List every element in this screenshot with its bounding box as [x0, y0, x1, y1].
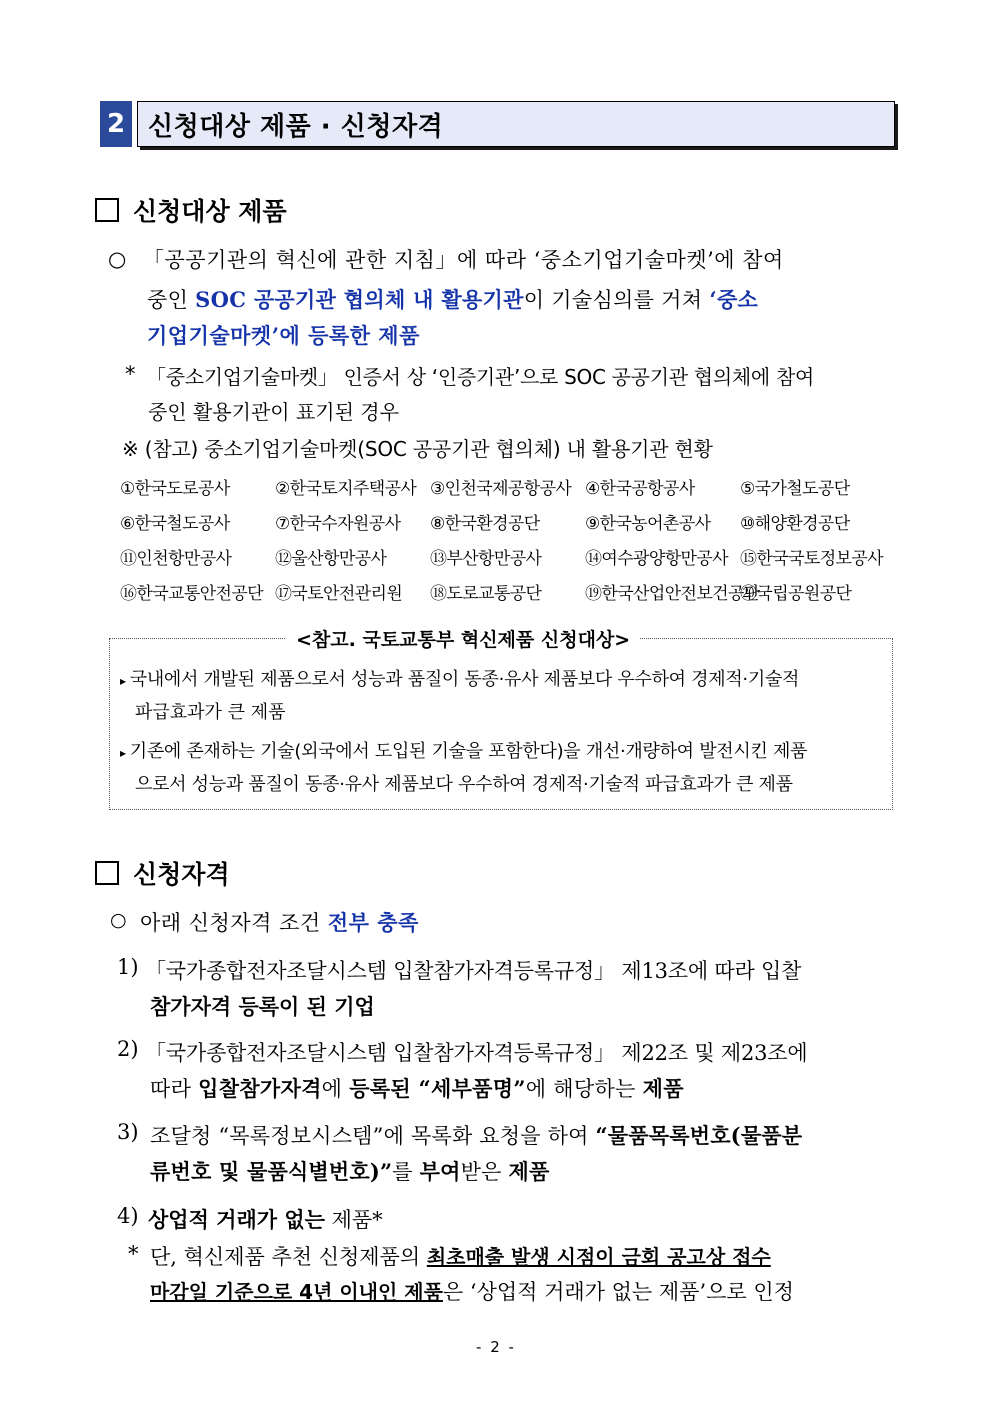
- products-highlight-2: ‘중소: [709, 287, 759, 312]
- org-item: ⑲한국산업안전보건공단: [585, 584, 760, 604]
- org-item: ⑥한국철도공사: [120, 514, 230, 534]
- section-title: 신청대상 제품 · 신청자격: [148, 112, 444, 142]
- products-line-2c: 이 기술심의를 거쳐: [523, 288, 710, 312]
- q2-text-e: 에 해당하는: [525, 1077, 643, 1101]
- qualification-bullet: ○: [110, 909, 127, 931]
- q3-text-g: 제품: [508, 1159, 550, 1184]
- reference-item-2-line-2: 으로서 성능과 품질이 동종·유사 제품보다 우수하여 경제적·기술적 파급효과가 큰 제품: [135, 774, 793, 795]
- products-heading: [95, 192, 287, 228]
- checkbox-square-icon: [95, 198, 119, 222]
- reference-item-2-line-1: 기존에 존재하는 기술(외국에서 도입된 기술을 포함한다)을 개선·개량하여 발전시킨 제품: [129, 741, 808, 762]
- products-line-2: [147, 284, 758, 314]
- page-number: - 2 -: [476, 1338, 516, 1356]
- checkbox-square-icon: [95, 861, 119, 885]
- q3-text-b: “물품목록번호(물품분: [595, 1123, 803, 1148]
- org-item: ④한국공항공사: [585, 479, 695, 499]
- org-list: [120, 474, 910, 604]
- q2-text-f: 제품: [642, 1076, 684, 1101]
- qualification-heading: [95, 855, 230, 891]
- qualification-item-1-line-1: 「국가종합전자조달시스템 입찰참가자격등록규정」 제13조에 따라 입찰: [145, 959, 802, 983]
- org-item: ⑳국립공원공단: [740, 584, 852, 604]
- qualification-item-3-number: 3): [117, 1120, 139, 1144]
- reference-item-1-line-2: 파급효과가 큰 제품: [135, 702, 286, 723]
- qualification-intro-text: 아래 신청자격 조건: [140, 911, 328, 935]
- triangle-bullet-icon: ▸: [120, 746, 126, 760]
- note-text-d: 은 ‘상업적 거래가 없는 제품’으로 인정: [442, 1280, 794, 1304]
- qualification-note-line-2: [150, 1276, 794, 1306]
- products-note-mark: *: [125, 362, 136, 386]
- org-item: ⑫울산항만공사: [275, 549, 387, 569]
- org-item: ②한국토지주택공사: [275, 479, 417, 499]
- note-text-b: 최초매출 발생 시점이 금회 공고상 접수: [426, 1245, 771, 1269]
- org-item: ⑱도로교통공단: [430, 584, 542, 604]
- products-line-2a: 중인: [147, 288, 196, 312]
- org-item: ⑨한국농어촌공사: [585, 514, 711, 534]
- qualification-item-1-line-2: 참가자격 등록이 된 기업: [150, 994, 375, 1019]
- q3-text-f: 받은: [460, 1160, 509, 1184]
- qualification-intro-highlight: 전부 충족: [327, 910, 419, 935]
- q2-text-a: 따라: [150, 1077, 199, 1101]
- reference-item-2: [120, 737, 807, 763]
- org-item: ⑬부산항만공사: [430, 549, 542, 569]
- products-note-line-2: 중인 활용기관이 표기된 경우: [148, 400, 399, 424]
- note-text-a: 단, 혁신제품 추천 신청제품의: [150, 1245, 427, 1269]
- org-item: ①한국도로공사: [120, 479, 230, 499]
- products-line-3: 기업기술마켓’에 등록한 제품: [147, 323, 420, 348]
- products-bullet: ○: [108, 247, 127, 271]
- q2-text-c: 에: [321, 1077, 350, 1101]
- q3-text-c: 류번호 및 물품식별번호)”: [150, 1159, 393, 1184]
- q4-text-a: 상업적 거래가 없는: [148, 1207, 325, 1232]
- org-item: ⑮한국국토정보공사: [740, 549, 883, 569]
- org-item: ⑦한국수자원공사: [275, 514, 401, 534]
- qualification-item-2-line-2: [150, 1073, 684, 1103]
- org-item: ⑧한국환경공단: [430, 514, 540, 534]
- org-item: ⑭여수광양항만공사: [585, 549, 728, 569]
- qualification-heading-label: 신청자격: [133, 860, 230, 889]
- org-item: ⑰국토안전관리원: [275, 584, 403, 604]
- triangle-bullet-icon: ▸: [120, 674, 126, 688]
- org-item: ⑪인천항만공사: [120, 549, 232, 569]
- qualification-note-line-1: [150, 1241, 771, 1271]
- org-item: ⑯한국교통안전공단: [120, 584, 263, 604]
- q3-text-d: 를: [392, 1160, 420, 1184]
- q3-text-e: 부여: [419, 1159, 461, 1184]
- org-item: ③인천국제공항공사: [430, 479, 572, 499]
- q3-text-a: 조달청 “목록정보시스템”에 목록화 요청을 하여: [150, 1124, 596, 1148]
- products-ref-note: ※ (참고) 중소기업기술마켓(SOC 공공기관 협의체) 내 활용기관 현황: [122, 437, 713, 461]
- qualification-note-mark: *: [128, 1242, 139, 1266]
- reference-item-1: [120, 665, 799, 691]
- section-number: 2: [100, 101, 132, 147]
- qualification-item-2-number: 2): [117, 1037, 139, 1061]
- note-text-c: 마감일 기준으로 4년 이내인 제품: [150, 1280, 443, 1304]
- qualification-intro: [140, 907, 419, 937]
- products-note-line-1: 「중소기업기술마켓」 인증서 상 ‘인증기관’으로 SOC 공공기관 협의체에 참여: [146, 365, 814, 389]
- products-line-1: 「공공기관의 혁신에 관한 지침」에 따라 ‘중소기업기술마켓’에 참여: [143, 248, 784, 272]
- q4-text-b: 제품*: [324, 1208, 383, 1232]
- q2-text-b: 입찰참가자격: [198, 1076, 322, 1101]
- reference-item-1-line-1: 국내에서 개발된 제품으로서 성능과 품질이 동종·유사 제품보다 우수하여 경제적·기술적: [129, 669, 800, 690]
- org-item: ⑩해양환경공단: [740, 514, 850, 534]
- qualification-item-4-line: [148, 1204, 383, 1234]
- qualification-item-4-number: 4): [117, 1204, 139, 1228]
- products-highlight-1: SOC 공공기관 협의체 내 활용기관: [195, 287, 524, 312]
- reference-title: <참고. 국토교통부 혁신제품 신청대상>: [286, 625, 640, 652]
- products-heading-label: 신청대상 제품: [133, 197, 287, 226]
- q2-text-d: 등록된 “세부품명”: [349, 1076, 526, 1101]
- org-item: ⑤국가철도공단: [740, 479, 850, 499]
- qualification-item-1-number: 1): [117, 955, 139, 979]
- qualification-item-3-line-2: [150, 1156, 550, 1186]
- qualification-item-3-line-1: [150, 1120, 802, 1150]
- qualification-item-2-line-1: 「국가종합전자조달시스템 입찰참가자격등록규정」 제22조 및 제23조에: [145, 1041, 808, 1065]
